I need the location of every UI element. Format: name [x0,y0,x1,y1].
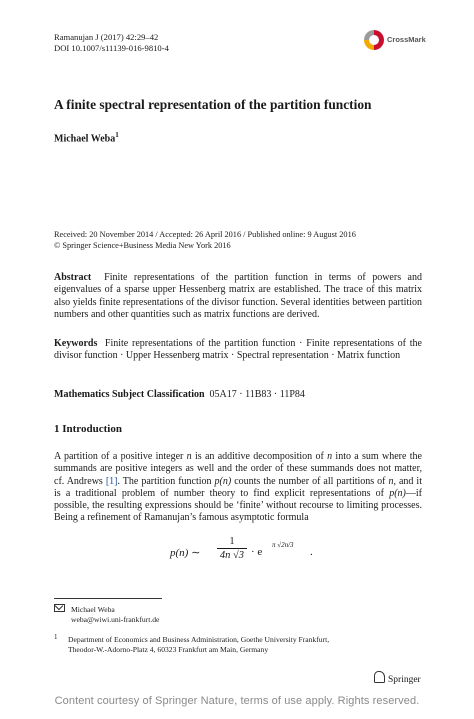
contact-name: Michael Weba [71,605,115,614]
keywords-text: Finite representations of the partition function · Finite representations of the divisor function · Upper Hessenberg matrix · Spectral representation · Matrix function [54,338,422,362]
author-affiliation-mark: 1 [115,131,119,139]
math-var: n [388,475,394,487]
formula-rhs: · e [251,546,263,558]
journal-citation: Ramanujan J (2017) 42:29–42 [54,32,159,42]
fraction-bar [217,548,247,549]
springer-horse-icon [374,671,385,683]
publication-info [54,230,356,251]
contact-email[interactable]: weba@wiwi.uni-frankfurt.de [71,615,160,624]
intro-text: into a sum where the summands are positive integers as well and the order of these summands does not matter, cf. Andrews [54,451,422,487]
intro-text: —if possible, the resulting expressions should be ‘finite’ without recourse to limiting processes. Being a refinement of Ramanujan’s famous asymptotic formula [54,487,422,524]
affiliation-line-1: Department of Economics and Business Administration, Goethe University Frankfurt, [68,635,330,644]
paper-title: A finite spectral representation of the partition function [54,97,372,112]
formula-lhs: p(n) ∼ [170,547,201,559]
asymptotic-formula [150,536,350,572]
publisher-name: Springer [388,675,421,685]
affiliation-line-2: Theodor-W.-Adorno-Platz 4, 60323 Frankfurt am Main, Germany [68,645,269,654]
journal-header [54,32,169,53]
formula-end: . [310,546,313,558]
intro-text: , and it is a traditional problem of number theory to find explicit representations of [54,475,422,499]
formula-fraction [217,536,247,561]
author-contact [54,604,159,625]
journal-doi: DOI 10.1007/s11139-016-9810-4 [54,42,169,53]
intro-text: counts the number of all partitions of [231,475,389,487]
math-var: n [186,451,192,462]
msc-label: Mathematics Subject Classification [54,389,205,400]
author-name: Michael Weba [54,133,116,145]
copyright-line: © Springer Science+Business Media New York 2016 [54,240,231,250]
math-var: n [327,451,333,462]
abstract-label: Abstract [54,272,92,283]
crossmark-icon [364,30,384,50]
springer-logo [374,671,421,685]
courtesy-notice: Content courtesy of Springer Nature, terms of use apply. Rights reserved. [54,695,420,707]
section-heading: 1 Introduction [54,423,122,435]
formula-numerator: 1 [229,536,235,547]
formula-exponent: π √2n/3 [272,541,294,549]
crossmark-label: CrossMark [387,35,426,44]
intro-paragraph [54,451,422,525]
citation-link[interactable]: [1] [105,475,118,487]
intro-text: A partition of a positive integer [54,451,187,462]
keywords [54,338,422,363]
math-expr: p(n) [389,487,406,499]
abstract-text: Finite representations of the partition function in terms of powers and eigenvalues of a sparse upper Hessenberg matrix are established. The trace of this matrix also yields finite representations of the divisor function. Several identities between partition numbers and other quantities such as matrix functions are derived. [54,272,422,320]
formula-denominator: 4n √3 [219,550,245,561]
intro-text: is an additive decomposition of [191,451,328,462]
msc-codes: 05A17 · 11B83 · 11P84 [209,389,305,400]
abstract [54,272,422,321]
math-expr: p(n) [214,475,232,487]
keywords-label: Keywords [54,338,98,349]
intro-text: . The partition function [117,475,215,487]
affiliation-number: 1 [54,633,58,641]
msc [54,389,422,401]
crossmark-button[interactable] [364,30,430,52]
dates-line: Received: 20 November 2014 / Accepted: 26 April 2016 / Published online: 9 August 2016 [54,230,356,239]
envelope-icon [54,604,65,612]
author-line [54,131,119,144]
footnote-divider [54,598,162,599]
